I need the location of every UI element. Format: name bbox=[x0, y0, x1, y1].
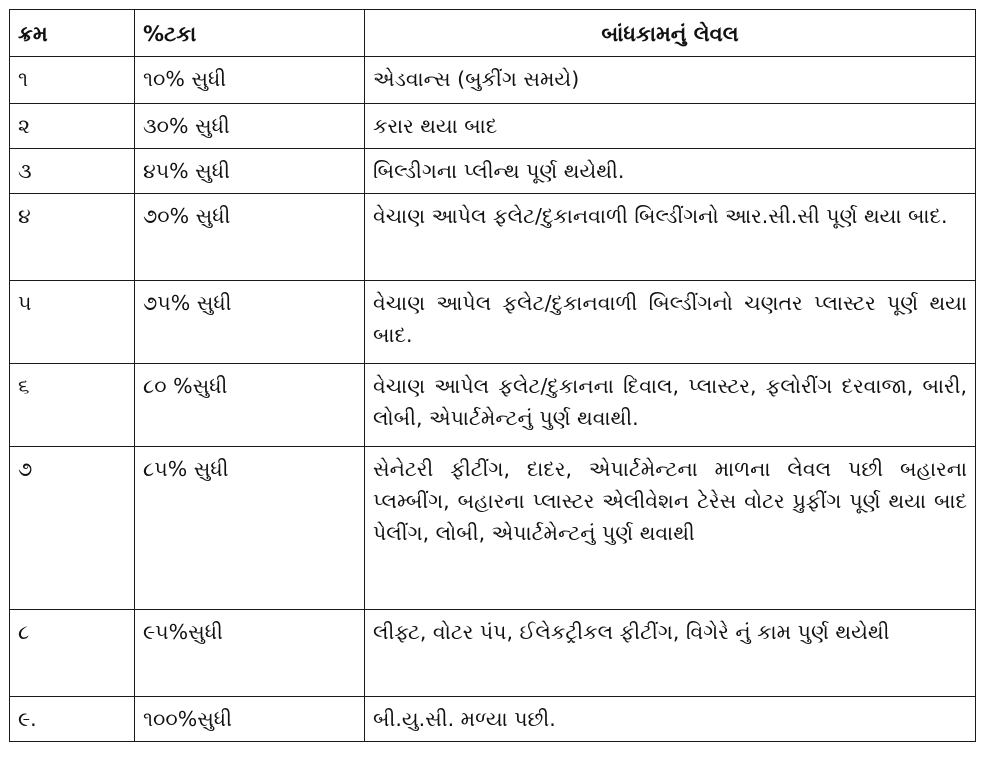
cell-percent: ૮૦ %સુધી bbox=[135, 364, 365, 447]
cell-level: બી.યુ.સી. મળ્યા પછી. bbox=[365, 697, 976, 742]
payment-schedule-sheet bbox=[9, 9, 975, 742]
table-row bbox=[10, 104, 976, 149]
cell-serial: ૧ bbox=[10, 57, 135, 104]
cell-percent: ૩૦% સુધી bbox=[135, 104, 365, 149]
table-header-row bbox=[10, 10, 976, 57]
table-row bbox=[10, 610, 976, 697]
cell-serial: ૪ bbox=[10, 194, 135, 281]
table-row bbox=[10, 281, 976, 364]
table-row bbox=[10, 697, 976, 742]
cell-percent: ૮૫% સુધી bbox=[135, 447, 365, 610]
header-construction-level: બાંધકામનું લેવલ bbox=[365, 10, 976, 57]
cell-serial: ૮ bbox=[10, 610, 135, 697]
cell-level: બિલ્ડીગના પ્લીન્થ પૂર્ણ થયેથી. bbox=[365, 149, 976, 194]
payment-schedule-table bbox=[9, 9, 976, 742]
cell-serial: ૨ bbox=[10, 104, 135, 149]
table-row bbox=[10, 57, 976, 104]
cell-serial: ૫ bbox=[10, 281, 135, 364]
cell-serial: ૬ bbox=[10, 364, 135, 447]
cell-level: કરાર થયા બાદ bbox=[365, 104, 976, 149]
table-row bbox=[10, 364, 976, 447]
cell-level: વેચાણ આપેલ ફલેટ/દુકાનવાળી બિલ્ડીંગનો ચણતર પ્લાસ્ટર પૂર્ણ થયા બાદ. bbox=[365, 281, 976, 364]
table-row bbox=[10, 149, 976, 194]
cell-level: લીફ્ટ, વોટર પંપ, ઈલેકટ્રીકલ ફીટીંગ, વિગેરે નું કામ પુર્ણ થયેથી bbox=[365, 610, 976, 697]
cell-serial: ૩ bbox=[10, 149, 135, 194]
cell-serial: ૭ bbox=[10, 447, 135, 610]
cell-percent: ૧૦૦%સુધી bbox=[135, 697, 365, 742]
header-serial: ક્રમ bbox=[10, 10, 135, 57]
cell-serial: ૯. bbox=[10, 697, 135, 742]
cell-percent: ૯૫%સુધી bbox=[135, 610, 365, 697]
table-row bbox=[10, 194, 976, 281]
cell-level: એડવાન્સ (બુકીંગ સમયે) bbox=[365, 57, 976, 104]
cell-percent: ૭૦% સુધી bbox=[135, 194, 365, 281]
header-percent: %ટકા bbox=[135, 10, 365, 57]
cell-percent: ૭૫% સુધી bbox=[135, 281, 365, 364]
cell-level: વેચાણ આપેલ ફલેટ/દુકાનવાળી બિલ્ડીંગનો આર.સી.સી પૂર્ણ થયા બાદ. bbox=[365, 194, 976, 281]
cell-level: વેચાણ આપેલ ફલેટ/દુકાનના દિવાલ, પ્લાસ્ટર, ફલોરીંગ દરવાજા, બારી, લોબી, એપાર્ટમેન્ટનું પુર્ણ થવાથી. bbox=[365, 364, 976, 447]
cell-level: સેનેટરી ફીટીંગ, દાદર, એપાર્ટમેન્ટના માળના લેવલ પછી બહારના પ્લમ્બીંગ, બહારના પ્લાસ્ટર એલીવેશન ટેરેસ વોટર પ્રુફીંગ પૂર્ણ થયા બાદ પેલીંગ, લોબી, એપાર્ટમેન્ટનું પુર્ણ થવાથી bbox=[365, 447, 976, 610]
cell-percent: ૧૦% સુધી bbox=[135, 57, 365, 104]
cell-percent: ૪૫% સુધી bbox=[135, 149, 365, 194]
table-row bbox=[10, 447, 976, 610]
